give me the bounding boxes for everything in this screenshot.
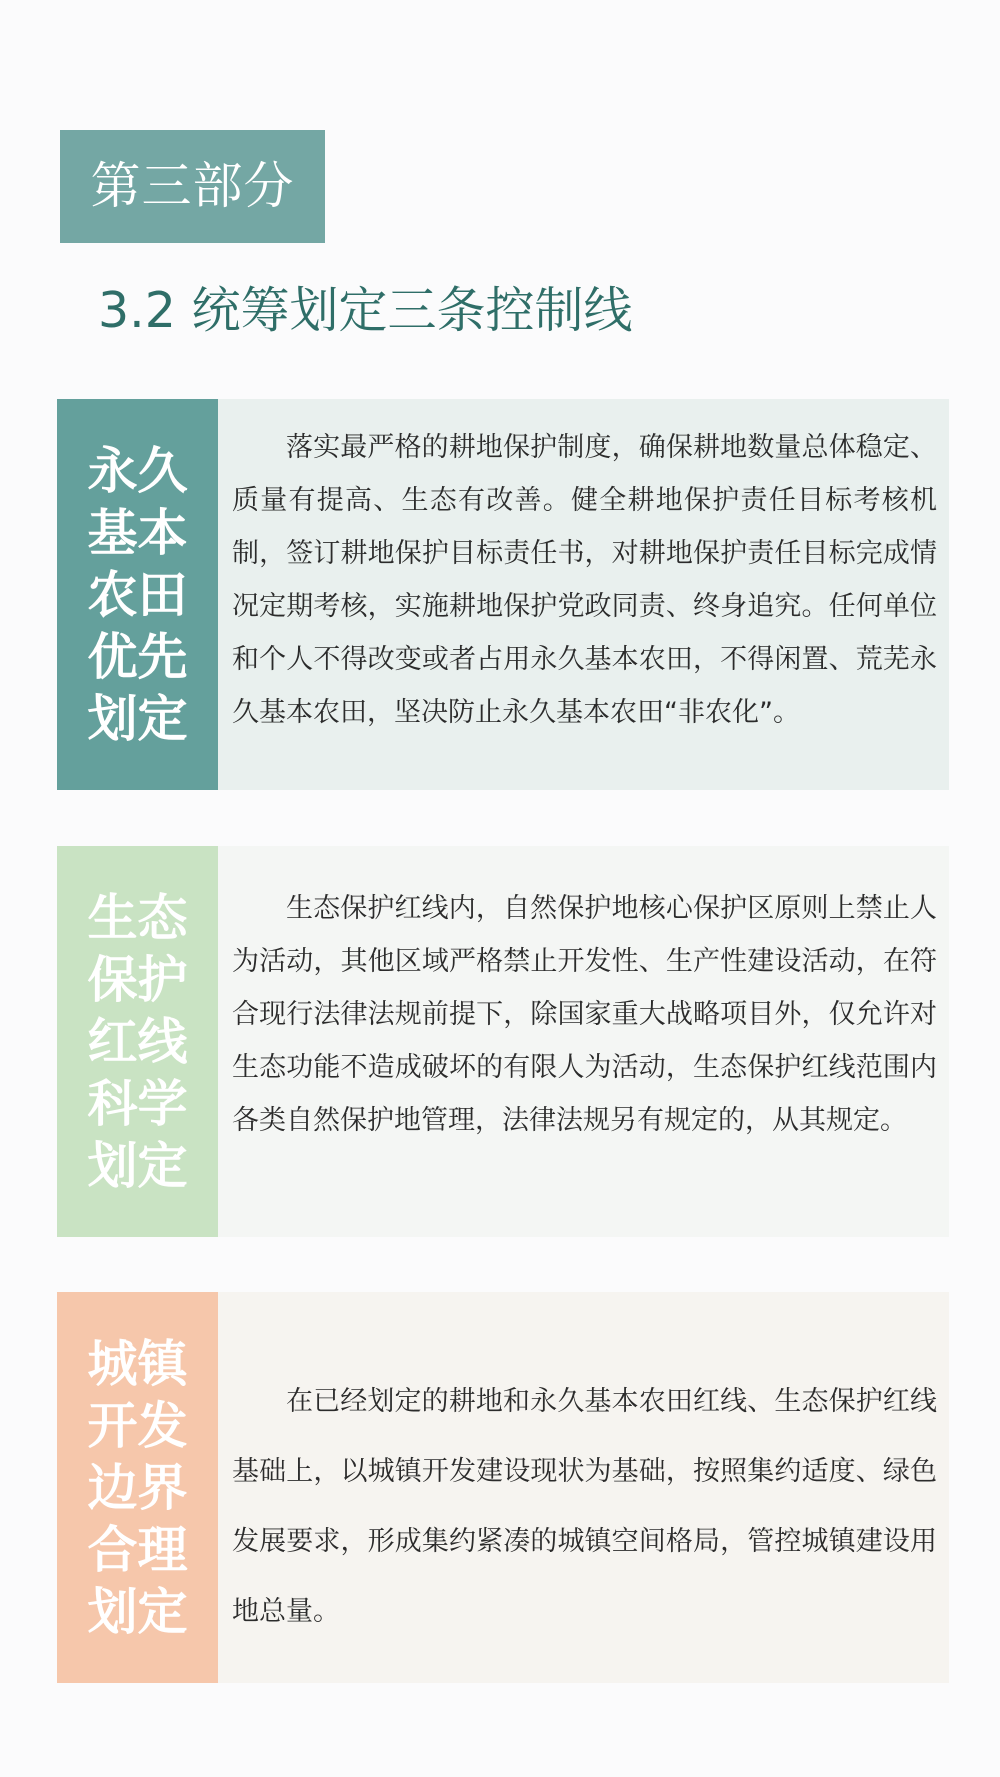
- card-farmland: [57, 399, 949, 790]
- card-side-label: 永久基本农田优先划定: [87, 441, 188, 748]
- card-side-label: 生态保护红线科学划定: [87, 888, 188, 1195]
- card-side-label-box: [57, 399, 218, 790]
- card-side-label-box: [57, 1292, 218, 1683]
- part-label: 第三部分: [60, 130, 325, 243]
- card-body-text: 落实最严格的耕地保护制度，确保耕地数量总体稳定、质量有提高、生态有改善。健全耕地保护责任目标考核机制，签订耕地保护目标责任书，对耕地保护责任目标完成情况定期考核，实施耕地保护党政同责、终身追究。任何单位和个人不得改变或者占用永久基本农田，不得闲置、荒芜永久基本农田，坚决防止永久基本农田“非农化”。: [232, 432, 937, 728]
- card-body-text: 生态保护红线内，自然保护地核心保护区原则上禁止人为活动，其他区域严格禁止开发性、生产性建设活动，在符合现行法律法规前提下，除国家重大战略项目外，仅允许对生态功能不造成破坏的有限人为活动，生态保护红线范围内各类自然保护地管理，法律法规另有规定的，从其规定。: [232, 893, 937, 1136]
- card-side-label-box: [57, 846, 218, 1237]
- card-ecology: [57, 846, 949, 1237]
- card-side-label: 城镇开发边界合理划定: [87, 1334, 188, 1641]
- section-title: 3.2 统筹划定三条控制线: [98, 282, 633, 339]
- card-body-text: 在已经划定的耕地和永久基本农田红线、生态保护红线基础上，以城镇开发建设现状为基础，按照集约适度、绿色发展要求，形成集约紧凑的城镇空间格局，管控城镇建设用地总量。: [232, 1386, 937, 1627]
- card-urban: [57, 1292, 949, 1683]
